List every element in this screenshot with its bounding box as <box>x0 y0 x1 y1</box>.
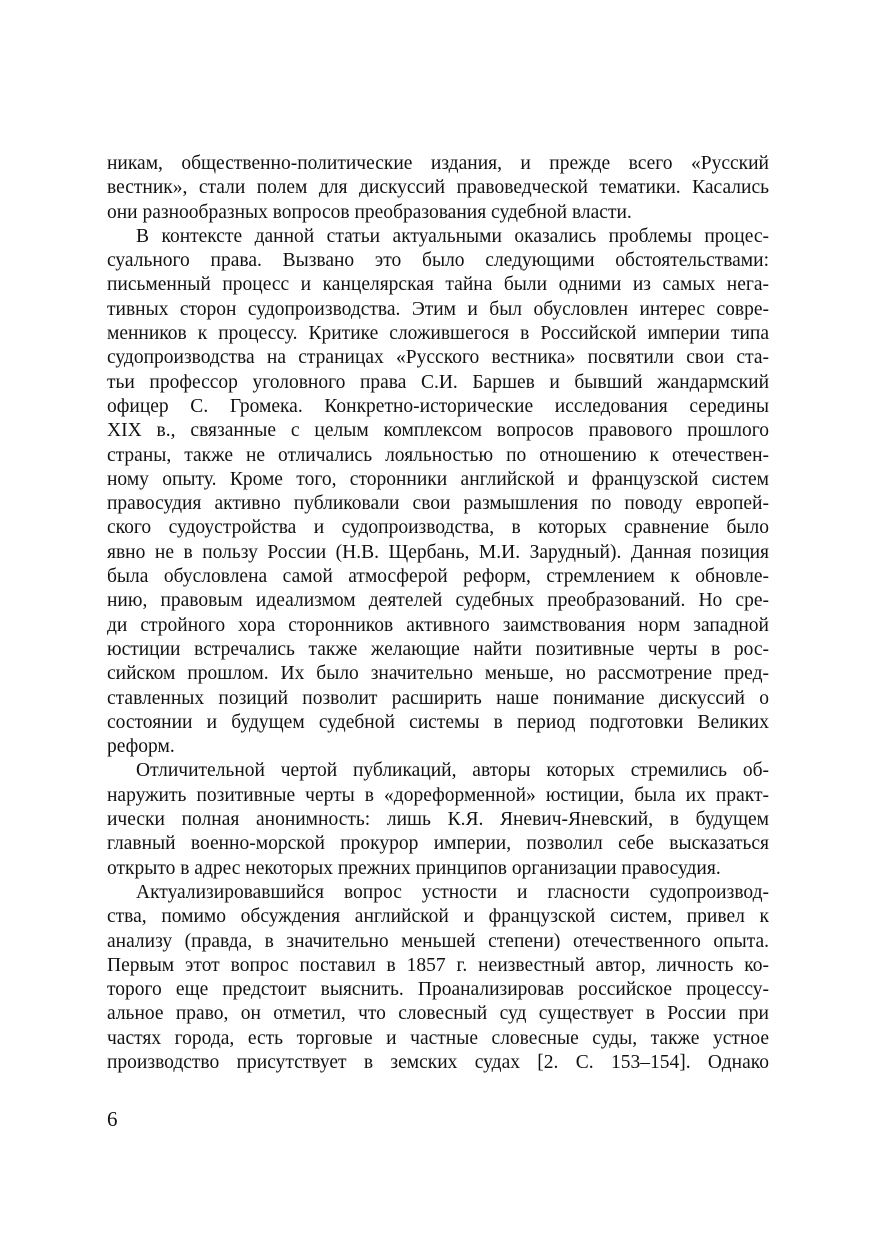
text-line: суального права. Вызвано это было следующими обстоятельствами: <box>107 250 769 272</box>
paragraph <box>107 152 769 225</box>
text-line: тьи профессор уголовного права С.И. Баршев и бывший жандармский <box>107 371 769 393</box>
paragraph <box>107 759 769 880</box>
text-line: производство присутствует в земских судах [2. С. 153–154]. Однако <box>107 1051 769 1073</box>
text-line: они разнообразных вопросов преобразования судебной власти. <box>107 201 632 223</box>
text-line: правосудия активно публиковали свои размышления по поводу европей- <box>107 493 769 515</box>
text-line: XIX в., связанные с целым комплексом вопросов правового прошлого <box>107 420 769 442</box>
text-line: ному опыту. Кроме того, сторонники английской и французской систем <box>107 468 769 490</box>
text-line: сийском прошлом. Их было значительно меньше, но рассмотрение пред- <box>107 663 769 685</box>
text-line: ически полная анонимность: лишь К.Я. Яневич-Яневский, в будущем <box>107 809 769 831</box>
text-line: ди стройного хора сторонников активного заимствования норм западной <box>107 614 769 636</box>
text-line: В контексте данной статьи актуальными оказались проблемы процес- <box>136 225 769 247</box>
text-line: никам, общественно-политические издания, и прежде всего «Русский <box>107 153 769 174</box>
page-number: 6 <box>107 1107 118 1131</box>
text-line: Первым этот вопрос поставил в 1857 г. неизвестный автор, личность ко- <box>107 954 769 976</box>
body-text <box>107 152 769 1075</box>
text-line: тивных сторон судопроизводства. Этим и был обусловлен интерес совре- <box>107 298 769 320</box>
text-line: нию, правовым идеализмом деятелей судебных преобразований. Но сре- <box>107 590 769 612</box>
text-line: Актуализировавшийся вопрос устности и гласности судопроизвод- <box>136 881 769 903</box>
text-line: судопроизводства на страницах «Русского вестника» посвятили свои ста- <box>107 347 769 369</box>
text-line: реформ. <box>107 736 175 758</box>
text-line: Отличительной чертой публикаций, авторы которых стремились об- <box>136 760 769 782</box>
text-line: открыто в адрес некоторых прежних принципов организации правосудия. <box>107 857 721 879</box>
text-line: частях города, есть торговые и частные словесные суды, также устное <box>107 1027 769 1049</box>
text-line: главный военно-морской прокурор империи, позволил себе высказаться <box>107 833 769 855</box>
text-line: наружить позитивные черты в «дореформенной» юстиции, была их практ- <box>107 784 769 806</box>
text-line: письменный процесс и канцелярская тайна были одними из самых нега- <box>107 274 769 296</box>
text-line: ства, помимо обсуждения английской и французской систем, привел к <box>107 906 769 928</box>
text-line: анализу (правда, в значительно меньшей степени) отечественного опыта. <box>107 930 769 952</box>
paragraph <box>107 225 769 760</box>
text-line: страны, также не отличались лояльностью по отношению к отечествен- <box>107 444 769 466</box>
text-line: менников к процессу. Критике сложившегося в Российской империи типа <box>107 323 769 345</box>
paragraph <box>107 881 769 1075</box>
text-line: явно не в пользу России (Н.В. Щербань, М.И. Зарудный). Данная позиция <box>107 541 769 563</box>
text-line: юстиции встречались также желающие найти позитивные черты в рос- <box>107 638 769 660</box>
text-line: офицер С. Громека. Конкретно-исторические исследования середины <box>107 395 769 417</box>
text-line: была обусловлена самой атмосферой реформ, стремлением к обновле- <box>107 566 769 588</box>
text-line: альное право, он отметил, что словесный суд существует в России при <box>107 1003 769 1025</box>
text-line: ского судоустройства и судопроизводства, в которых сравнение было <box>107 517 769 539</box>
text-line: ставленных позиций позволит расширить наше понимание дискуссий о <box>107 687 769 709</box>
text-line: торого еще предстоит выяснить. Проанализировав российское процессу- <box>107 979 769 1001</box>
text-line: вестник», стали полем для дискуссий правоведческой тематики. Касались <box>107 177 769 199</box>
text-line: состоянии и будущем судебной системы в период подготовки Великих <box>107 711 769 733</box>
